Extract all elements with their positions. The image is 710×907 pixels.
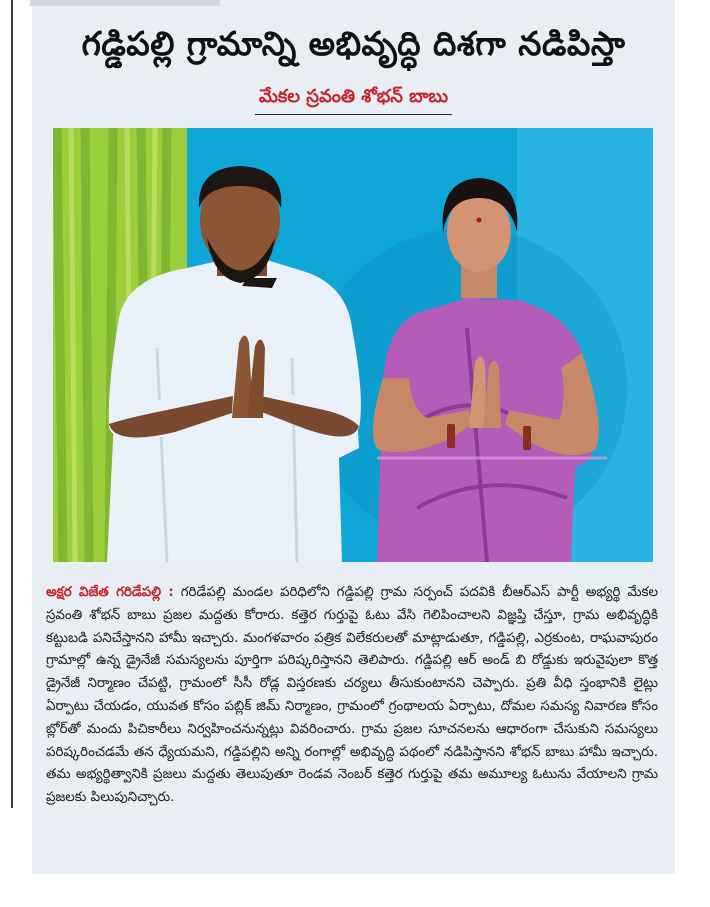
- photo-illustration: [47, 128, 653, 562]
- article-body-text: గరిడేపల్లి మండల పరిధిలోని గడ్డిపల్లి గ్రామ సర్పంచ్ పదవికి బీఆర్ఎస్ పార్టీ అభ్యర్థి మేకల స్రవంతి శోభన్ బాబు ప్రజల మద్దతు కోరారు. కత్తెర గుర్తుపై ఓటు వేసి గెలిపించాలని విజ్ఞప్తి చేస్తూ, గ్రామ అభివృద్ధికి కట్టుబడి పనిచేస్తానని హామీ ఇచ్చారు. మంగళవారం పత్రిక విలేకరులతో మాట్లాడుతూ, గడ్డిపల్లి, ఎర్రకుంట, రాఘవాపురం గ్రామాల్లో ఉన్న డ్రైనేజీ సమస్యలను పూర్తిగా పరిష్కరిస్తానని తెలిపారు. గడ్డిపల్లి ఆర్ అండ్ బి రోడ్డుకు ఇరువైపులా కొత్త డ్రైనేజీ నిర్మాణం చేపట్టి, గ్రామంలో సీసీ రోడ్ల విస్తరణకు చర్యలు తీసుకుంటానని చెప్పారు. ప్రతి వీధి స్తంభానికి లైట్లు ఏర్పాటు చేయడం, యువత కోసం పబ్లిక్ జిమ్ నిర్మాణం, గ్రామంలో గ్రంథాలయ ఏర్పాటు, దోమల సమస్య నివారణ కోసం బ్లోర్‌తో మందు పిచికారీలు నిర్వహించనున్నట్లు వివరించారు. గ్రామ ప్రజల సూచనలను ఆధారంగా చేసుకుని సమస్యలు పరిష్కరించడమే తన ధ్యేయమని, గడ్డిపల్లిని అన్ని రంగాల్లో అభివృద్ధి పథంలో నడిపిస్తానని శోభన్ బాబు హామీ ఇచ్చారు. తమ అభ్యర్థిత్వానికి ప్రజలు మద్దతు తెలుపుతూ రెండవ నెంబర్ కత్తెర గుర్తుపై తమ అమూల్య ఓటును వేయాలని గ్రామ ప్రజలకు పిలుపునిచ్చారు.: [46, 585, 658, 806]
- clipping-top-edge: [30, 0, 220, 6]
- byline-text: మేకల స్రవంతి శోభన్ బాబు: [255, 86, 452, 115]
- candidates-photo: [47, 128, 653, 562]
- column-rule: [11, 0, 13, 808]
- byline: [32, 86, 675, 115]
- headline: గడ్డిపల్లి గ్రామాన్ని అభివృద్ధి దిశగా నడిపిస్తా: [81, 24, 626, 63]
- dateline: అక్షర విజేత గరిడేపల్లి :: [46, 585, 174, 600]
- article-body: [46, 582, 658, 810]
